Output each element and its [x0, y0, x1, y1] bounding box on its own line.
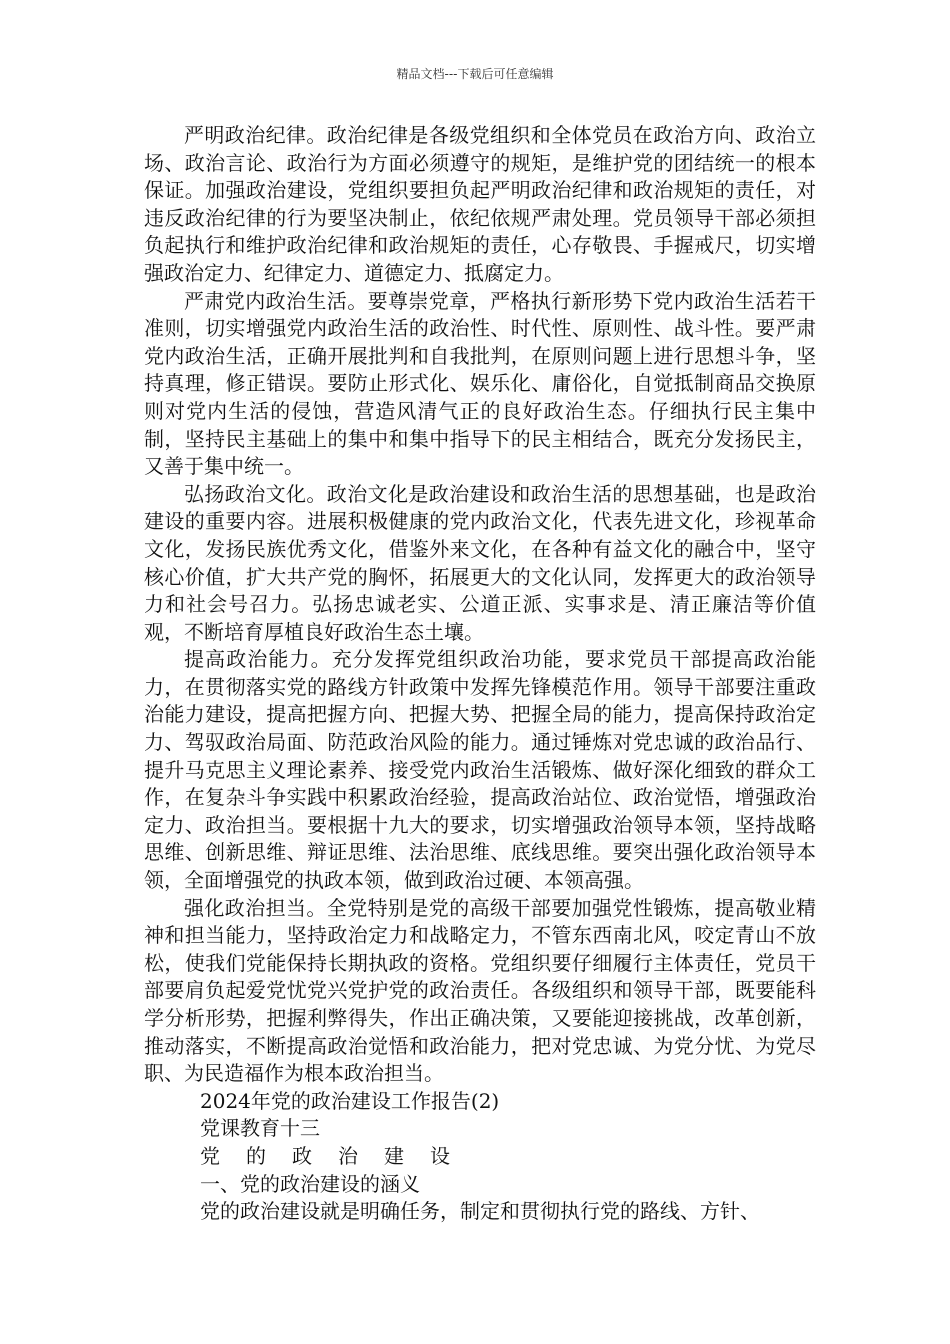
paragraph-political-culture: 弘扬政治文化。政治文化是政治建设和政治生活的思想基础，也是政治建设的重要内容。进展积极健康的党内政治文化，代表先进文化，珍视革命文化，发扬民族优秀文化，借鉴外来文化，在各种有益文化的融合中，坚守核心价值，扩大共产党的胸怀，拓展更大的文化认同，发挥更大的政治领导力和社会号召力。弘扬忠诚老实、公道正派、实事求是、清正廉洁等价值观，不断培育厚植良好政治生态土壤。	[144, 481, 816, 644]
last-paragraph: 党的政治建设就是明确任务，制定和贯彻执行党的路线、方针、	[200, 1199, 760, 1224]
paragraph-party-political-life: 严肃党内政治生活。要尊崇党章，严格执行新形势下党内政治生活若干准则，切实增强党内政治生活的政治性、时代性、原则性、战斗性。要严肃党内政治生活，正确开展批判和自我批判，在原则问题上进行思想斗争，坚持真理，修正错误。要防止形式化、娱乐化、庸俗化，自觉抵制商品交换原则对党内生活的侵蚀，营造风清气正的良好政治生态。仔细执行民主集中制，坚持民主基础上的集中和集中指导下的民主相结合，既充分发扬民主，又善于集中统一。	[144, 288, 816, 479]
page-header: 精品文档---下载后可任意编辑	[396, 67, 554, 81]
report-title: 2024年党的政治建设工作报告(2)	[200, 1088, 500, 1113]
section-title: 党的政治建设	[200, 1143, 476, 1168]
document-body	[144, 122, 816, 1226]
paragraph-political-ability: 提高政治能力。充分发挥党组织政治功能，要求党员干部提高政治能力，在贯彻落实党的路线方针政策中发挥先锋模范作用。领导干部要注重政治能力建设，提高把握方向、把握大势、把握全局的能力，提高保持政治定力、驾驭政治局面、防范政治风险的能力。通过锤炼对党忠诚的政治品行、提升马克思主义理论素养、接受党内政治生活锻炼、做好深化细致的群众工作，在复杂斗争实践中积累政治经验，提高政治站位、政治觉悟，增强政治定力、政治担当。要根据十九大的要求，切实增强政治领导本领，坚持战略思维、创新思维、辩证思维、法治思维、底线思维。要突出强化政治领导本领，全面增强党的执政本领，做到政治过硬、本领高强。	[144, 647, 816, 893]
lesson-title: 党课教育十三	[200, 1116, 320, 1141]
paragraph-political-discipline: 严明政治纪律。政治纪律是各级党组织和全体党员在政治方向、政治立场、政治言论、政治行为方面必须遵守的规矩，是维护党的团结统一的根本保证。加强政治建设，党组织要担负起严明政治纪律和政治规矩的责任，对违反政治纪律的行为要坚决制止，依纪依规严肃处理。党员领导干部必须担负起执行和维护政治纪律和政治规矩的责任，心存敬畏、手握戒尺，切实增强政治定力、纪律定力、道德定力、抵腐定力。	[144, 123, 816, 285]
paragraph-political-responsibility: 强化政治担当。全党特别是党的高级干部要加强党性锻炼，提高敬业精神和担当能力，坚持政治定力和战略定力，不管东西南北风，咬定青山不放松，使我们党能保持长期执政的资格。党组织要仔细履行主体责任，党员干部要肩负起爱党忧党兴党护党的政治责任。各级组织和领导干部，既要能科学分析形势，把握利弊得失，作出正确决策，又要能迎接挑战，改革创新，推动落实，不断提高政治觉悟和政治能力，把对党忠诚、为党分忧、为党尽职、为民造福作为根本政治担当。	[144, 895, 816, 1086]
subheading: 一、党的政治建设的涵义	[200, 1171, 420, 1196]
